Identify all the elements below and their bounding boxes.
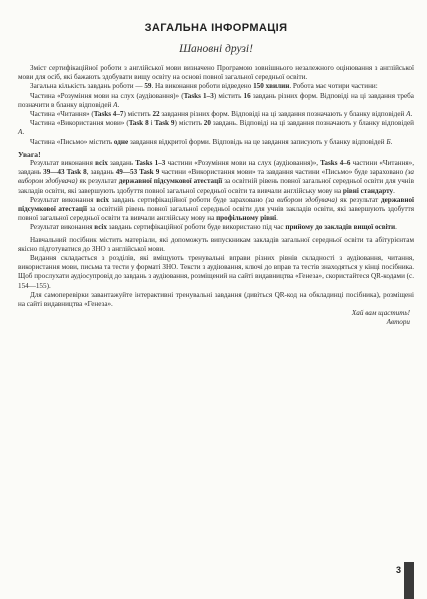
document-body <box>18 64 414 328</box>
outro-paragraph-1: Навчальний посібник містить матеріали, які допоможуть випускникам закладів загальної середньої освіти та абітурієнтам якісно підготуватися до ЗНО з англійської мови. <box>18 235 414 253</box>
attention-paragraph-2: Результат виконання всіх завдань сертифікаційної роботи буде зараховано (за вибором здобувача) як результат державної підсумкової атестації за освітній рівень повної загальної середньої освіти для учнів закладів освіти, які завершують здобуття повної загальної середньої освіти та вивчали англійську мову на профільному рівні. <box>18 195 414 223</box>
intro-paragraph-reading: Частина «Читання» (Tasks 4–7) містить 22 завдання різних форм. Відповіді на ці завдання позначають у бланку відповідей А. <box>30 110 413 119</box>
authors-signature: Автори <box>386 318 410 327</box>
outro-paragraph-3: Для самоперевірки завантажуйте інтерактивні тренувальні завдання (дивіться QR-код на обкладинці посібника), розміщені на сайті видавництва «Генеза». <box>18 290 414 309</box>
attention-label: Увага! <box>18 149 41 159</box>
page <box>18 0 414 599</box>
page-title: ЗАГАЛЬНА ІНФОРМАЦІЯ <box>144 22 288 34</box>
intro-paragraph-listening: Частина «Розуміння мови на слух (аудіювання)» (Tasks 1–3) містить 16 завдань різних форм. Відповіді на ці завдання треба позначити в бланку відповідей А. <box>18 91 414 109</box>
wish-signature: Хай вам щастить! <box>351 309 410 318</box>
intro-paragraph-writing: Частина «Письмо» містить одне завдання відкритої форми. Відповідь на це завдання записують у бланку відповідей Б. <box>30 137 393 146</box>
attention-paragraph-1: Результат виконання всіх завдань Tasks 1–3 частини «Розуміння мови на слух (аудіювання)», Tasks 4–6 частини «Читання», завдань 39—43 Task 8, завдань 49—53 Task 9 частини «Використання мови» та завдання частини «Письмо» буде зараховано (за вибором здобувача) як результат державної підсумкової атестації за освітній рівень повної загальної середньої освіти для учнів закладів освіти, які завершують здобуття повної загальної середньої освіти та вивчали англійську мову на рівні стандарту. <box>18 159 415 195</box>
attention-paragraph-3: Результат виконання всіх завдань сертифікаційної роботи буде використано під час прийому до закладів вищої освіти. <box>30 223 397 232</box>
intro-paragraph-use-of-language: Частина «Використання мови» (Task 8 і Task 9) містить 20 завдань. Відповіді на ці завдання позначають у бланку відповідей А. <box>18 119 414 137</box>
page-edge-tab <box>404 562 414 599</box>
intro-paragraph-2: Загальна кількість завдань роботи — 59. На виконання роботи відведено 150 хвилин. Робота має чотири частини: <box>30 82 378 91</box>
intro-paragraph-1: Зміст сертифікаційної роботи з англійської мови визначено Програмою зовнішнього незалежного оцінювання з англійської мови для осіб, які бажають здобувати вищу освіту на основі повної загальної середньої освіти. <box>18 64 414 82</box>
greeting: Шановні друзі! <box>179 43 253 55</box>
page-number: 3 <box>395 565 401 575</box>
outro-paragraph-2: Видання складається з розділів, які вміщують тренувальні вправи різних рівнів складності з аудіювання, читання, використання мови, письма та тести у форматі ЗНО. Тексти з аудіювання, ключі до вправ та тестів знаходяться у кінці посібника. Щоб прослухати аудіосупровід до завдань з аудіювання, розміщений на сайті видавництва «Генеза», скористайтеся QR-кодами (с. 154—155). <box>18 254 415 290</box>
